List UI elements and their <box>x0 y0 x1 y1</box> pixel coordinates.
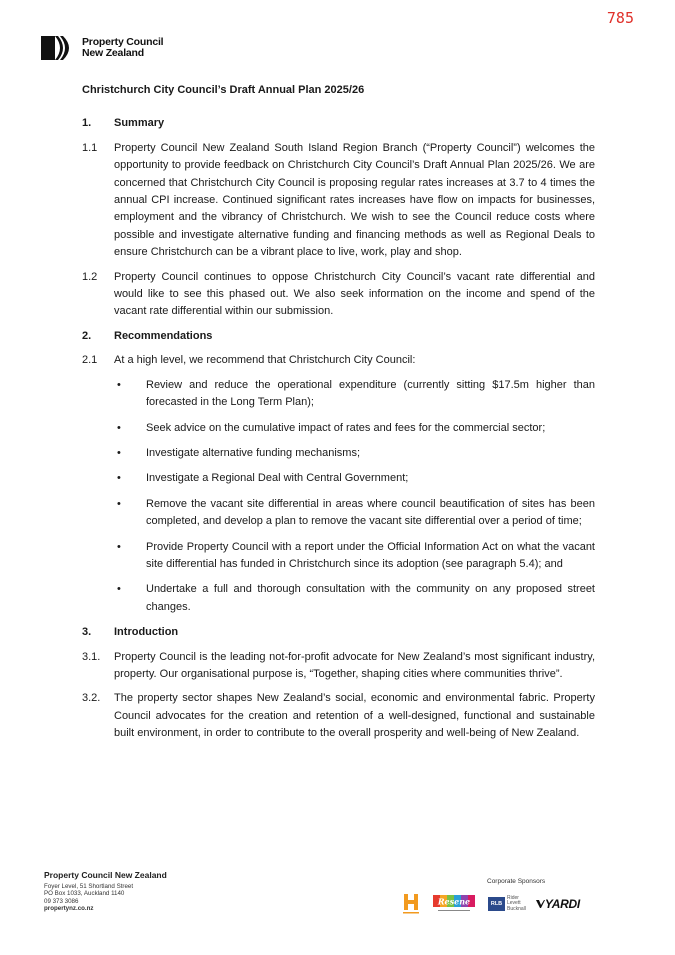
section-number: 1. <box>82 117 92 130</box>
paragraph-text: The property sector shapes New Zealand’s social, economic and environmental fabric. Property Council advocates for the creation and retention of a well-designed, functional and sustainable built environment, in order to contribute to the overall prosperity and well-being of New Zealand. <box>114 692 595 740</box>
list-item-text: Provide Property Council with a report under the Official Information Act on what the vacant site differential has funded in Christchurch since its adoption (see paragraph 5.4); and <box>146 540 595 570</box>
rlb-word: Bucknall <box>507 905 526 912</box>
resene-sponsor-logo <box>430 893 478 915</box>
section-number: 2. <box>82 329 92 342</box>
footer-website-link[interactable]: propertynz.co.nz <box>44 905 94 913</box>
list-item-text: Undertake a full and thorough consultation with the community on any proposed street changes. <box>146 583 595 613</box>
list-item <box>114 470 595 487</box>
rlb-word: Rider <box>507 894 519 901</box>
paragraph-number: 1.2 <box>82 270 98 283</box>
paragraph-1-1 <box>82 140 595 262</box>
h-sponsor-logo <box>402 893 420 915</box>
document-body <box>82 82 595 750</box>
list-item-text: Investigate alternative funding mechanisms; <box>146 446 361 459</box>
paragraph-text: Property Council continues to oppose Christchurch City Council’s vacant rate differential and would like to see this phased out. We also seek information on the income and spend of the vacant rate differential within our submission. <box>114 270 595 318</box>
property-council-logo-icon <box>41 36 75 60</box>
paragraph-number: 1.1 <box>82 141 98 154</box>
section-title: Summary <box>114 117 165 130</box>
page-number: 785 <box>606 9 634 27</box>
bullet-icon: • <box>117 421 121 434</box>
section-number: 3. <box>82 626 92 639</box>
rlb-sponsor-logo <box>488 896 526 913</box>
section-heading-summary <box>82 115 595 132</box>
footer-address-2: PO Box 1033, Auckland 1140 <box>44 890 125 898</box>
sponsors-label: Corporate Sponsors <box>487 878 546 885</box>
paragraph-number: 2.1 <box>82 354 98 367</box>
paragraph-number: 3.2. <box>82 692 101 705</box>
list-item-text: Seek advice on the cumulative impact of rates and fees for the commercial sector; <box>146 421 546 434</box>
resene-wordmark: Resene <box>437 896 471 907</box>
section-heading-recommendations <box>82 328 595 345</box>
document-title: Christchurch City Council’s Draft Annual Plan 2025/26 <box>82 84 365 96</box>
paragraph-text: Property Council New Zealand South Island Region Branch (“Property Council”) welcomes the opportunity to provide feedback on Christchurch City Council’s Draft Annual Plan 2025/26. We are concerned that Christchurch City Council is proposing regular rates increases at 3.7 to 4 times the annual CPI increase. Continued significant rates increases have flow on impacts for businesses, employment and the vibrancy of Christchurch. We wish to see the Council reduce costs where possible and investigate alternative funding and financing methods as well as Regional Deals to ensure Christchurch can be a vibrant place to live, work, play and shop. <box>114 141 595 259</box>
list-item-text: Remove the vacant site differential in areas where council beautification of sites has been completed, and develop a plan to remove the vacant site differential over a period of time; <box>146 497 595 528</box>
rlb-wordmark <box>507 896 526 913</box>
logo-line-1: Property Council <box>82 36 164 48</box>
yardi-sponsor-logo <box>536 897 580 911</box>
footer-phone: 09 373 3086 <box>44 897 79 905</box>
resene-logo-icon <box>430 893 478 915</box>
paragraph-2-1 <box>82 352 595 369</box>
list-item <box>114 445 595 462</box>
section-title: Recommendations <box>114 329 213 342</box>
h-logo-icon <box>402 893 420 915</box>
paragraph-text: Property Council is the leading not-for-profit advocate for New Zealand’s most significant industry, property. Our organisational purpose is, “Together, shaping cities where communities thrive”. <box>114 650 595 680</box>
bullet-icon: • <box>117 540 121 553</box>
list-item-text: Investigate a Regional Deal with Central Government; <box>146 472 409 485</box>
bullet-icon: • <box>117 446 121 459</box>
yardi-wordmark: YARDI <box>544 897 580 911</box>
recommendation-list <box>114 377 595 616</box>
bullet-icon: • <box>117 378 121 391</box>
logo-line-2: New Zealand <box>82 47 144 59</box>
sponsor-logos <box>402 893 590 915</box>
rlb-mark: RLB <box>488 897 505 911</box>
paragraph-3-1 <box>82 649 595 684</box>
bullet-icon: • <box>117 472 121 485</box>
bullet-icon: • <box>117 497 121 510</box>
list-item <box>114 496 595 531</box>
paragraph-number: 3.1. <box>82 650 101 663</box>
footer-address-1: Foyer Level, 51 Shortland Street <box>44 883 134 890</box>
list-item-text: Review and reduce the operational expenditure (currently sitting $17.5m higher than forecasted in the Long Term Plan); <box>146 378 595 409</box>
paragraph-3-2 <box>82 690 595 742</box>
list-item <box>114 581 595 616</box>
section-title: Introduction <box>114 626 179 639</box>
footer-contact <box>44 870 167 913</box>
paragraph-1-2 <box>82 269 595 321</box>
footer-org-name: Property Council New Zealand <box>44 870 167 880</box>
property-council-logo <box>41 36 163 60</box>
rlb-word: Levett <box>507 900 521 907</box>
yardi-mark-icon <box>536 899 545 909</box>
paragraph-text: At a high level, we recommend that Christchurch City Council: <box>114 354 416 367</box>
list-item <box>114 377 595 412</box>
bullet-icon: • <box>117 583 121 596</box>
list-item <box>114 420 595 437</box>
section-heading-introduction <box>82 624 595 641</box>
list-item <box>114 539 595 574</box>
